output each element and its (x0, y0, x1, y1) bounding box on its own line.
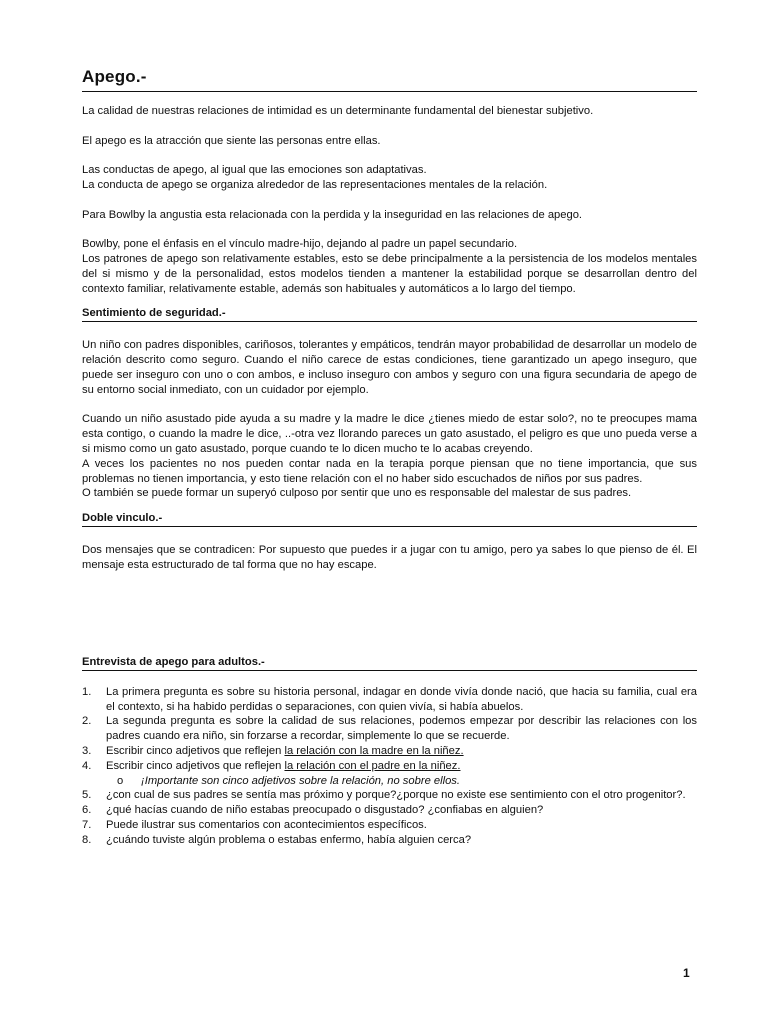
list-item (82, 833, 697, 848)
paragraph: El apego es la atracción que siente las personas entre ellas. (82, 134, 381, 147)
sub-note-text: ¡Importante son cinco adjetivos sobre la relación, no sobre ellos. (141, 774, 461, 787)
sub-bullet-marker: o (117, 774, 124, 787)
section-heading-entrevista: Entrevista de apego para adultos.- (82, 655, 697, 671)
list-number: 2. (82, 715, 92, 728)
section-heading-seguridad: Sentimiento de seguridad.- (82, 306, 697, 322)
underlined-phrase: la relación con la madre en la niñez. (284, 744, 464, 757)
paragraph: Para Bowlby la angustia esta relacionada con la perdida y la inseguridad en las relaciones de apego. (82, 208, 583, 221)
list-item (82, 744, 697, 759)
list-item (82, 788, 697, 803)
list-number: 1. (82, 685, 92, 698)
paragraph: Las conductas de apego, al igual que las emociones son adaptativas. (82, 164, 427, 177)
list-item-text: La segunda pregunta es sobre la calidad de sus relaciones, podemos empezar por describir las relaciones con los padres cuando era niño, sin forzarse a recordar, simplemente lo que se recuerde. (106, 715, 697, 743)
paragraph: A veces los pacientes no nos pueden contar nada en la terapia porque piensan que no tiene importancia, que sus problemas no tienen importancia, y esto tiene relación con el no haber sido escuchados de niños por sus padres. (82, 457, 697, 485)
list-item-text: ¿con cual de sus padres se sentía mas próximo y porque?¿porque no existe ese sentimiento con el otro progenitor?. (106, 789, 686, 802)
list-item (82, 714, 697, 744)
list-item-text: La primera pregunta es sobre su historia personal, indagar en donde vivía donde nació, que hacia su familia, cual era el contexto, si ha habido perdidas o separaciones, con quien vivía, si había abuelos. (106, 685, 697, 713)
list-number: 7. (82, 818, 92, 831)
paragraph: Los patrones de apego son relativamente estables, esto se debe principalmente a la persistencia de los modelos mentales del si mismo y de la personalidad, estos modelos tienden a mantener la estabilidad porque se desarrollan dentro del contexto familiar, relativamente estable, además son habituales y automáticos a lo largo del tiempo. (82, 252, 697, 295)
list-number: 6. (82, 804, 92, 817)
sub-bullet-note (82, 774, 697, 789)
page-number: 1 (683, 966, 690, 980)
list-item-text: ¿qué hacías cuando de niño estabas preocupado o disgustado? ¿confiabas en alguien? (106, 804, 544, 817)
paragraph: O también se puede formar un superyó culposo por sentir que uno es responsable del malestar de sus padres. (82, 487, 632, 500)
list-item (82, 818, 697, 833)
paragraph: La conducta de apego se organiza alrededor de las representaciones mentales de la relación. (82, 178, 548, 191)
list-item (82, 803, 697, 818)
interview-question-list (82, 685, 697, 774)
list-number: 4. (82, 759, 92, 772)
list-number: 8. (82, 833, 92, 846)
section-heading-doble-vinculo: Doble vinculo.- (82, 511, 697, 527)
list-item-text: Puede ilustrar sus comentarios con acontecimientos específicos. (106, 818, 427, 831)
list-number: 3. (82, 744, 92, 757)
list-number: 5. (82, 789, 92, 802)
list-item-text: ¿cuándo tuviste algún problema o estabas enfermo, había alguien cerca? (106, 833, 472, 846)
paragraph: Cuando un niño asustado pide ayuda a su madre y la madre le dice ¿tienes miedo de estar solo?, no te preocupes mama esta contigo, o cuando la madre le dice, ..-otra vez llorando pareces un gato asustado, el peligro es que uno pueda verse a si mismo como un gato asustado, porque cuando te lo dicen mucho te lo acabas creyendo. (82, 413, 697, 455)
list-item (82, 685, 697, 715)
paragraph: Dos mensajes que se contradicen: Por supuesto que puedes ir a jugar con tu amigo, pero ya sabes lo que pienso de él. El mensaje esta estructurado de tal forma que no hay escape. (82, 544, 697, 571)
list-item (82, 759, 697, 774)
paragraph: La calidad de nuestras relaciones de intimidad es un determinante fundamental del bienestar subjetivo. (82, 105, 594, 117)
document-title: Apego.- (82, 66, 697, 92)
paragraph: Bowlby, pone el énfasis en el vínculo madre-hijo, dejando al padre un papel secundario. (82, 238, 518, 251)
list-item-text: Escribir cinco adjetivos que reflejen (106, 744, 285, 757)
interview-question-list-continued (82, 788, 697, 847)
list-item-text: Escribir cinco adjetivos que reflejen (106, 759, 285, 772)
underlined-phrase: la relación con el padre en la niñez. (284, 759, 461, 772)
paragraph: Un niño con padres disponibles, cariñosos, tolerantes y empáticos, tendrán mayor probabilidad de desarrollar un modelo de relación descrito como seguro. Cuando el niño carece de estas condiciones, tiene garantizado un apego inseguro, que puede ser inseguro con uno o con ambos, e incluso inseguro con ambos y seguro con una figura secundaria de apego de su entorno social inmediato, con un cuidador por ejemplo. (82, 339, 697, 396)
document-page (82, 66, 697, 847)
